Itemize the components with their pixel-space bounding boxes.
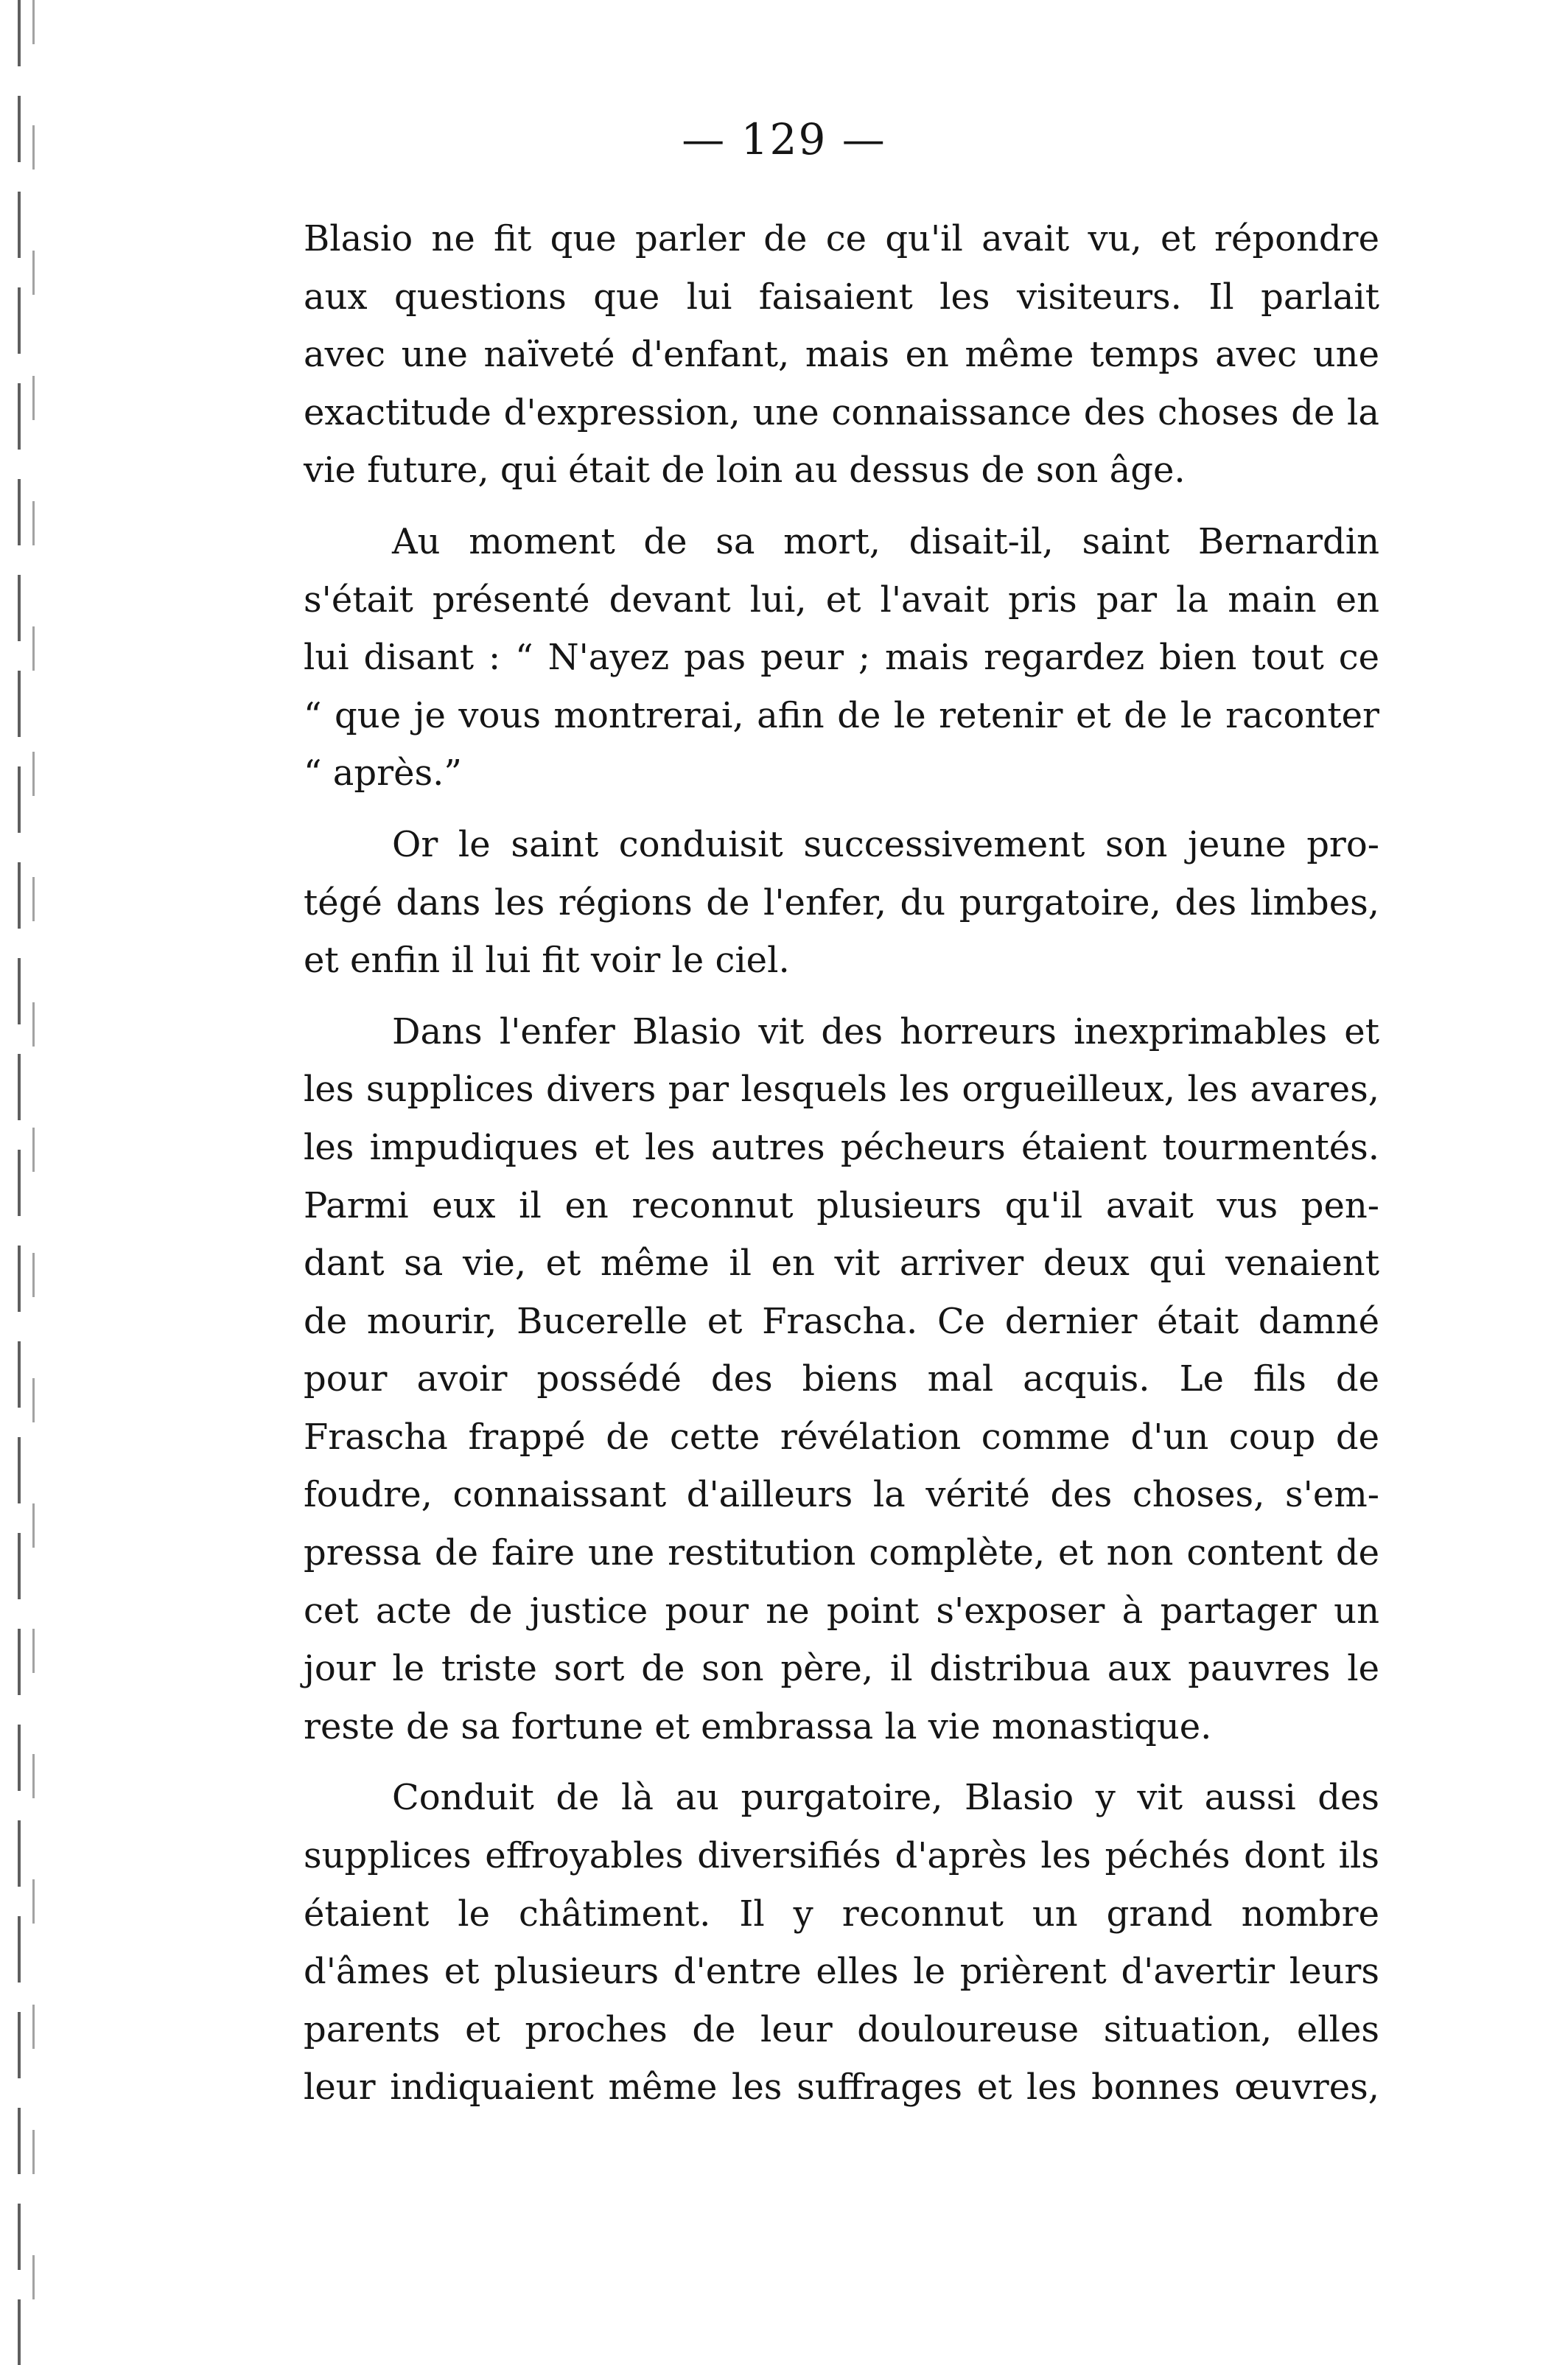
paragraph-1	[304, 210, 1379, 500]
paragraph-3	[304, 816, 1379, 990]
paragraph-4	[304, 1003, 1379, 1756]
text-line: aux questions que lui faisaient les visiteurs. Il parlait	[304, 276, 1379, 318]
text-line: foudre, connaissant d'ailleurs la vérité des choses, s'em-	[304, 1474, 1379, 1516]
text-line: “ que je vous montrerai, afin de le retenir et de le raconter	[304, 694, 1379, 736]
text-line: leur indiquaient même les suffrages et les bonnes œuvres,	[304, 2067, 1379, 2109]
page-number: — 129 —	[682, 114, 886, 164]
text-line: exactitude d'expression, une connaissance des choses de la	[304, 391, 1379, 433]
text-line: vie future, qui était de loin au dessus de son âge.	[304, 450, 1186, 492]
text-line: “ après.”	[304, 752, 462, 794]
text-line: Or le saint conduisit successivement son jeune pro-	[392, 823, 1379, 865]
text-line: s'était présenté devant lui, et l'avait pris par la main en	[304, 579, 1379, 621]
text-line: Blasio ne fit que parler de ce qu'il avait vu, et répondre	[304, 218, 1379, 259]
text-line: de mourir, Bucerelle et Frascha. Ce dernier était damné	[304, 1300, 1379, 1342]
text-line: et enfin il lui fit voir le ciel.	[304, 940, 790, 982]
text-line: dant sa vie, et même il en vit arriver deux qui venaient	[304, 1243, 1379, 1285]
text-line: étaient le châtiment. Il y reconnut un grand nombre	[304, 1893, 1379, 1935]
paragraph-2	[304, 513, 1379, 803]
paragraph-5	[304, 1769, 1379, 2117]
text-line: reste de sa fortune et embrassa la vie monastique.	[304, 1705, 1212, 1747]
text-line: cet acte de justice pour ne point s'exposer à partager un	[304, 1590, 1379, 1632]
text-line: Frascha frappé de cette révélation comme d'un coup de	[304, 1416, 1379, 1458]
text-line: Conduit de là au purgatoire, Blasio y vit aussi des	[392, 1777, 1379, 1819]
text-line: jour le triste sort de son père, il distribua aux pauvres le	[304, 1648, 1379, 1690]
body-text	[304, 210, 1379, 2117]
text-line: Parmi eux il en reconnut plusieurs qu'il avait vus pen-	[304, 1184, 1379, 1226]
text-line: pressa de faire une restitution complète, et non content de	[304, 1532, 1379, 1574]
page-gutter-edge-secondary	[32, 0, 35, 2365]
text-line: pour avoir possédé des biens mal acquis. Le fils de	[304, 1358, 1379, 1400]
text-line: d'âmes et plusieurs d'entre elles le prièrent d'avertir leurs	[304, 1951, 1379, 1993]
text-line: parents et proches de leur douloureuse situation, elles	[304, 2008, 1379, 2050]
text-line: tégé dans les régions de l'enfer, du purgatoire, des limbes,	[304, 881, 1379, 923]
text-line: lui disant : “ N'ayez pas peur ; mais regardez bien tout ce	[304, 637, 1379, 679]
text-line: supplices effroyables diversifiés d'après les péchés dont ils	[304, 1835, 1379, 1877]
text-line: Dans l'enfer Blasio vit des horreurs inexprimables et	[392, 1010, 1379, 1052]
text-line: les impudiques et les autres pécheurs étaient tourmentés.	[304, 1126, 1379, 1168]
page-gutter-edge	[18, 0, 21, 2365]
text-line: avec une naïveté d'enfant, mais en même temps avec une	[304, 334, 1379, 376]
text-line: les supplices divers par lesquels les orgueilleux, les avares,	[304, 1069, 1379, 1111]
text-line: Au moment de sa mort, disait-il, saint Bernardin	[392, 520, 1379, 562]
